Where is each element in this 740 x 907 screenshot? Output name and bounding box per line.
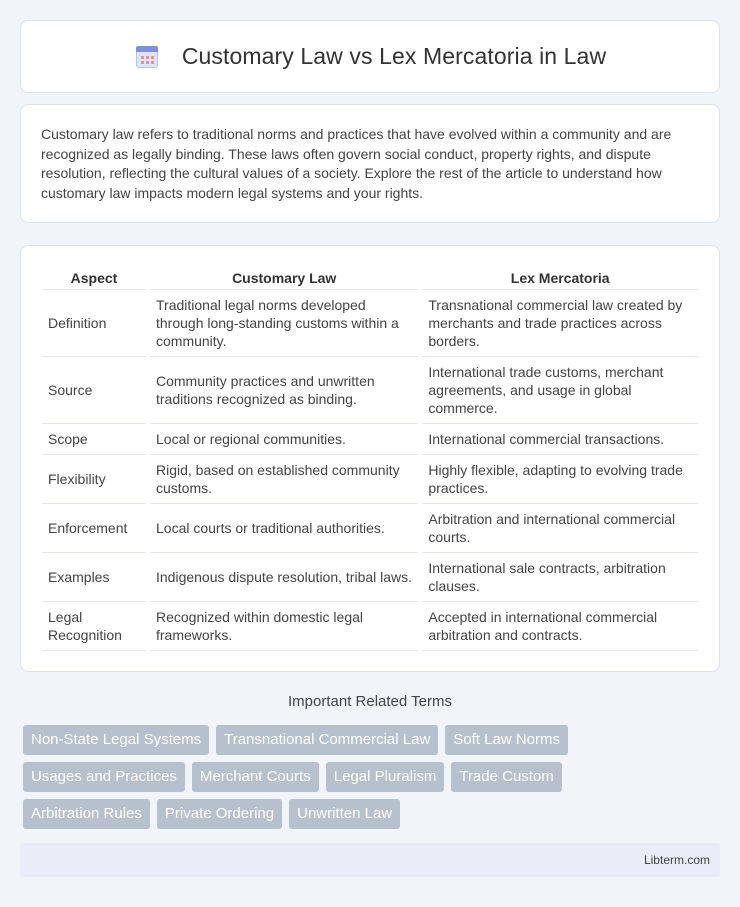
related-term-tag[interactable]: Unwritten Law	[289, 799, 400, 829]
customary-law-cell: Local courts or traditional authorities.	[150, 504, 418, 553]
lex-mercatoria-cell: International commercial transactions.	[422, 424, 698, 455]
related-term-tag[interactable]: Private Ordering	[157, 799, 282, 829]
table-header-row	[42, 266, 698, 290]
comparison-table	[38, 266, 702, 651]
column-header-customary-law: Customary Law	[150, 266, 418, 290]
footer-site-link[interactable]: Libterm.com	[643, 853, 710, 867]
aspect-cell: Flexibility	[42, 455, 146, 504]
table-row	[42, 290, 698, 357]
customary-law-cell: Recognized within domestic legal frameworks.	[150, 602, 418, 651]
column-header-aspect: Aspect	[42, 266, 146, 290]
related-terms-list	[23, 725, 723, 836]
table-row	[42, 602, 698, 651]
aspect-cell: Examples	[42, 553, 146, 602]
lex-mercatoria-cell: International trade customs, merchant agreements, and usage in global commerce.	[422, 357, 698, 424]
related-term-tag[interactable]: Non-State Legal Systems	[23, 725, 209, 755]
related-term-tag[interactable]: Trade Custom	[451, 762, 561, 792]
table-row	[42, 553, 698, 602]
header-card	[20, 20, 720, 93]
table-row	[42, 455, 698, 504]
customary-law-cell: Community practices and unwritten traditions recognized as binding.	[150, 357, 418, 424]
related-terms-title: Important Related Terms	[288, 693, 452, 710]
aspect-cell: Legal Recognition	[42, 602, 146, 651]
table-row	[42, 357, 698, 424]
footer	[20, 843, 720, 877]
intro-card	[20, 104, 720, 223]
aspect-cell: Source	[42, 357, 146, 424]
calendar-icon	[134, 44, 160, 70]
customary-law-cell: Traditional legal norms developed through long-standing customs within a community.	[150, 290, 418, 357]
comparison-table-card	[20, 245, 720, 672]
table-row	[42, 424, 698, 455]
related-term-tag[interactable]: Transnational Commercial Law	[216, 725, 438, 755]
table-row	[42, 504, 698, 553]
lex-mercatoria-cell: Transnational commercial law created by merchants and trade practices across borders.	[422, 290, 698, 357]
customary-law-cell: Indigenous dispute resolution, tribal laws.	[150, 553, 418, 602]
related-term-tag[interactable]: Soft Law Norms	[445, 725, 568, 755]
aspect-cell: Scope	[42, 424, 146, 455]
related-term-tag[interactable]: Merchant Courts	[192, 762, 319, 792]
page-title: Customary Law vs Lex Mercatoria in Law	[181, 43, 607, 69]
related-term-tag[interactable]: Usages and Practices	[23, 762, 185, 792]
aspect-cell: Definition	[42, 290, 146, 357]
lex-mercatoria-cell: Arbitration and international commercial courts.	[422, 504, 698, 553]
aspect-cell: Enforcement	[42, 504, 146, 553]
lex-mercatoria-cell: Highly flexible, adapting to evolving trade practices.	[422, 455, 698, 504]
lex-mercatoria-cell: International sale contracts, arbitration clauses.	[422, 553, 698, 602]
customary-law-cell: Local or regional communities.	[150, 424, 418, 455]
lex-mercatoria-cell: Accepted in international commercial arbitration and contracts.	[422, 602, 698, 651]
customary-law-cell: Rigid, based on established community customs.	[150, 455, 418, 504]
related-term-tag[interactable]: Legal Pluralism	[326, 762, 445, 792]
column-header-lex-mercatoria: Lex Mercatoria	[422, 266, 698, 290]
intro-text: Customary law refers to traditional norms and practices that have evolved within a community and are recognized as legally binding. These laws often govern social conduct, property rights, and dispute resolution, reflecting the cultural values of a society. Explore the rest of the article to understand how customary law impacts modern legal systems and your rights.	[41, 126, 672, 201]
related-term-tag[interactable]: Arbitration Rules	[23, 799, 150, 829]
